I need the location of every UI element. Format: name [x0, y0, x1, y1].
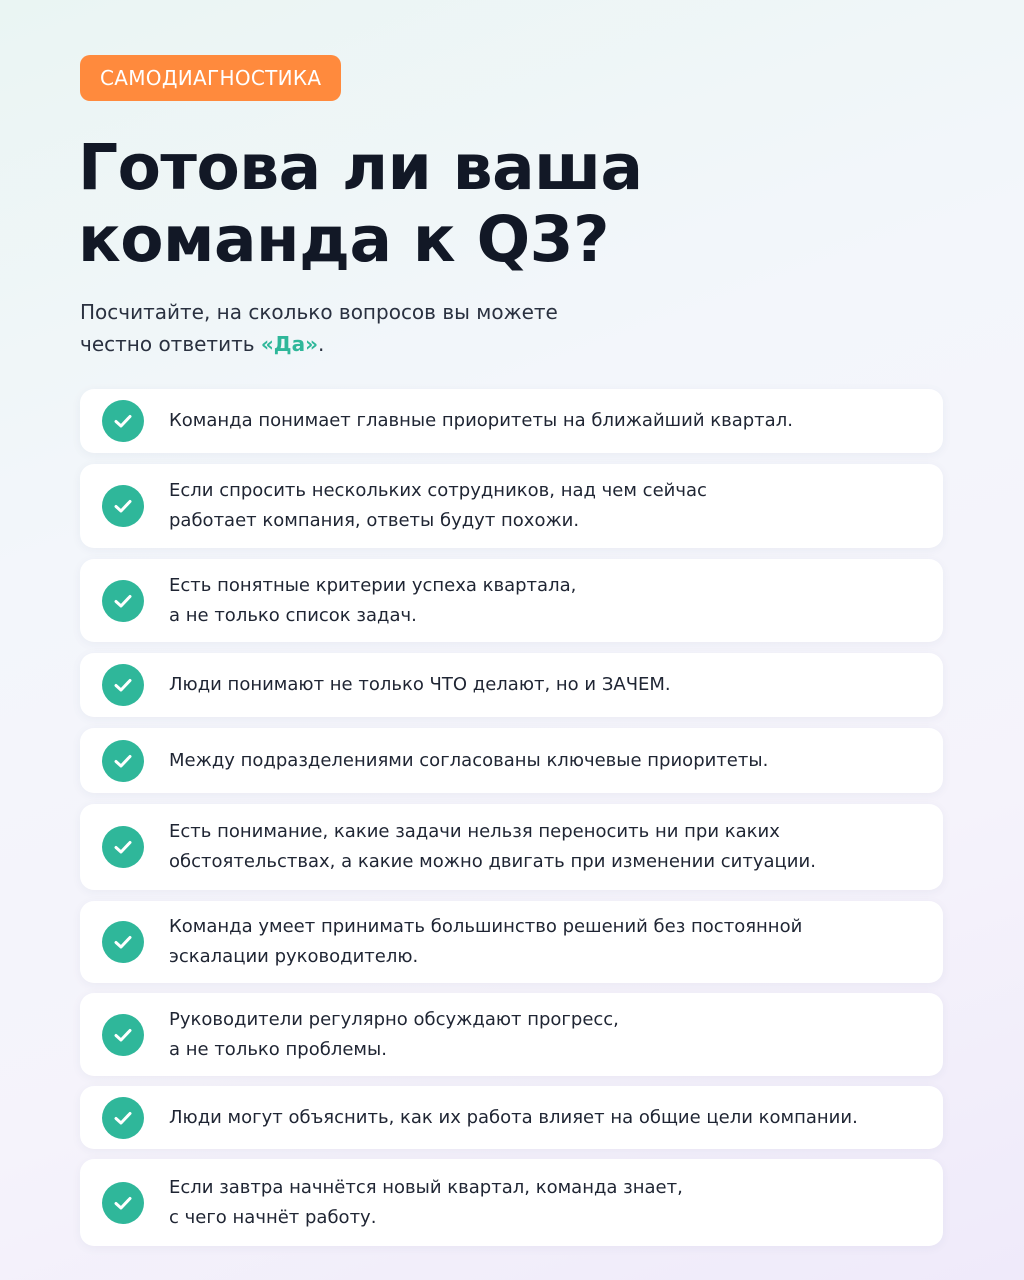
checklist-item-line: Между подразделениями согласованы ключевые приоритеты.: [169, 749, 769, 771]
checklist-item-text: [169, 1103, 923, 1133]
category-badge: САМОДИАГНОСТИКА: [80, 55, 341, 101]
checkmark-circle-icon: [102, 826, 144, 868]
checklist-item-line: Если спросить нескольких сотрудников, над чем сейчас: [169, 480, 707, 501]
subtitle-line-1: Посчитайте, на сколько вопросов вы можете: [80, 300, 558, 324]
checklist-item-text: [169, 571, 923, 631]
checklist-item-line: Люди могут объяснить, как их работа влияет на общие цели компании.: [169, 1106, 858, 1128]
checklist-item-line: а не только проблемы.: [169, 1038, 387, 1060]
checklist-item-line: Команда понимает главные приоритеты на ближайший квартал.: [169, 410, 793, 431]
checklist-item-line: Если завтра начнётся новый квартал, команда знает,: [169, 1176, 683, 1198]
checklist-item-text: [169, 1005, 923, 1065]
checkmark-circle-icon: [102, 485, 144, 527]
checklist-item: [80, 804, 943, 890]
checklist-item-line: обстоятельствах, а какие можно двигать при изменении ситуации.: [169, 851, 816, 872]
checklist-item-line: Люди понимают не только ЧТО делают, но и ЗАЧЕМ.: [169, 674, 671, 695]
checkmark-circle-icon: [102, 1014, 144, 1056]
checkmark-circle-icon: [102, 664, 144, 706]
checklist-item: [80, 1086, 943, 1149]
checklist-item-line: эскалации руководителю.: [169, 946, 419, 967]
checklist-item: [80, 653, 943, 717]
checklist-item-text: [169, 670, 923, 700]
checklist-item-text: [169, 746, 923, 776]
checklist-item: [80, 993, 943, 1076]
checklist-item: [80, 389, 943, 453]
checklist-item: [80, 728, 943, 793]
checklist-item-line: с чего начнёт работу.: [169, 1206, 377, 1228]
page-subtitle: [80, 296, 558, 360]
checkmark-circle-icon: [102, 740, 144, 782]
checklist-item-text: [169, 476, 923, 536]
checkmark-circle-icon: [102, 921, 144, 963]
page-title: [78, 132, 643, 276]
checklist-item: [80, 464, 943, 548]
checkmark-circle-icon: [102, 400, 144, 442]
checklist-item-line: Есть понимание, какие задачи нельзя переносить ни при каких: [169, 821, 780, 842]
subtitle-accent: «Да»: [260, 332, 319, 356]
checklist-item-text: [169, 817, 923, 877]
checkmark-circle-icon: [102, 1182, 144, 1224]
checkmark-circle-icon: [102, 580, 144, 622]
title-line-1: Готова ли ваша: [78, 131, 643, 204]
checklist-item-line: работает компания, ответы будут похожи.: [169, 510, 580, 531]
title-line-2: команда к Q3?: [78, 203, 610, 276]
checklist-item-text: [169, 912, 923, 972]
subtitle-line-2: [80, 328, 558, 360]
subtitle-prefix: честно ответить: [80, 332, 261, 356]
checklist-item-text: [169, 1173, 923, 1233]
checklist-item: [80, 901, 943, 983]
checklist-item-text: [169, 406, 923, 436]
checklist-item: [80, 1159, 943, 1246]
checklist-item-line: Руководители регулярно обсуждают прогресс,: [169, 1008, 619, 1030]
checklist-item-line: Команда умеет принимать большинство решений без постоянной: [169, 916, 803, 937]
checkmark-circle-icon: [102, 1097, 144, 1139]
checklist-item: [80, 559, 943, 642]
subtitle-suffix: .: [318, 332, 325, 356]
checklist-item-line: Есть понятные критерии успеха квартала,: [169, 574, 577, 596]
checklist-item-line: а не только список задач.: [169, 604, 417, 626]
